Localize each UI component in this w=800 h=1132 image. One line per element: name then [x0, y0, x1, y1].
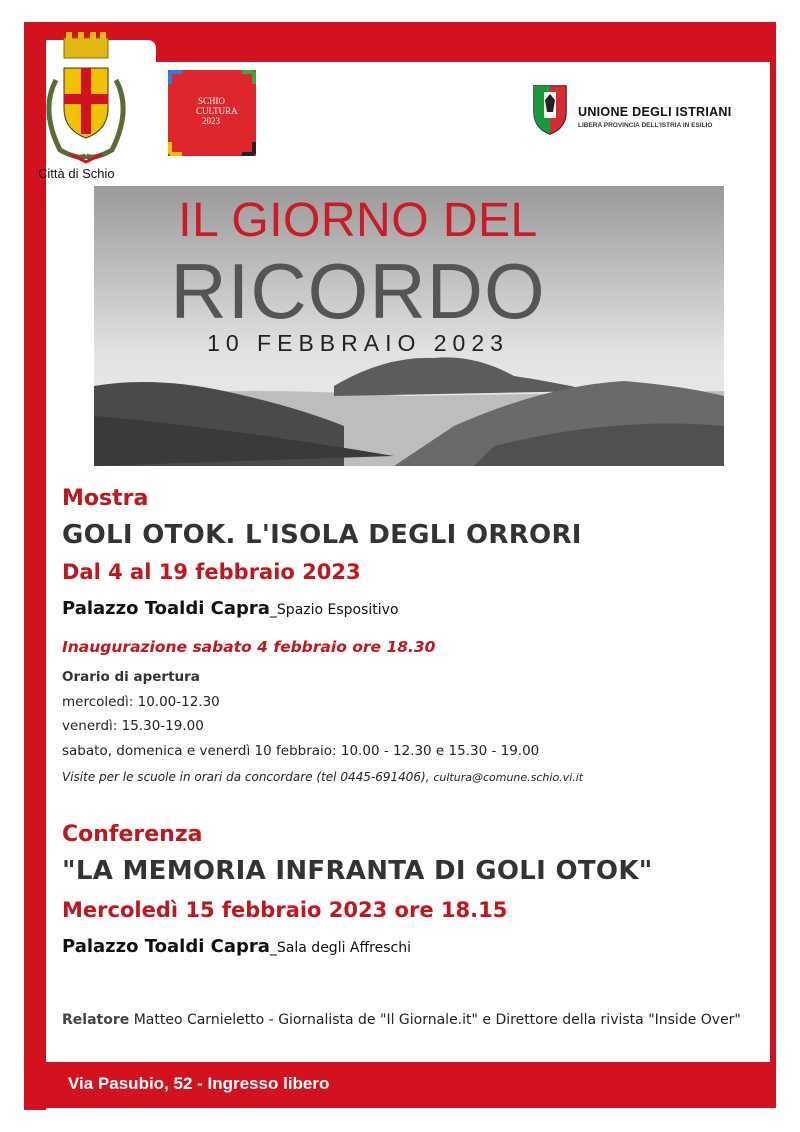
- exhibition-opening: Inaugurazione sabato 4 febbraio ore 18.30: [62, 638, 436, 656]
- exhibition-venue-detail: _Spazio Espositivo: [269, 602, 399, 618]
- banner-title-line2: RICORDO: [170, 247, 546, 335]
- schools-note-text: Visite per le scuole in orari da concordare (tel 0445-691406),: [62, 770, 430, 784]
- hours-line-1: mercoledì: 10.00-12.30: [62, 694, 220, 710]
- istria-shield-icon: [530, 82, 570, 136]
- contact-email[interactable]: cultura@comune.schio.vi.it: [433, 771, 584, 784]
- hours-line-2: venerdì: 15.30-19.00: [62, 718, 204, 734]
- banner-title-line1: IL GIORNO DEL: [178, 194, 538, 247]
- exhibition-title: GOLI OTOK. L'ISOLA DEGLI ORRORI: [62, 520, 582, 550]
- hours-heading: Orario di apertura: [62, 669, 200, 685]
- conference-venue-detail: _Sala degli Affreschi: [269, 940, 411, 956]
- cultura-logo-line2: CULTURA: [196, 106, 238, 116]
- speaker-info: [62, 1010, 762, 1031]
- exhibition-venue: [62, 598, 399, 619]
- speaker-label: Relatore: [62, 1012, 130, 1028]
- exhibition-venue-name: Palazzo Toaldi Capra: [62, 598, 270, 619]
- hours-line-3: sabato, domenica e venerdì 10 febbraio: 10.00 - 12.30 e 15.30 - 19.00: [62, 743, 540, 759]
- schio-cultura-logo: [168, 70, 256, 156]
- conference-title: "LA MEMORIA INFRANTA DI GOLI OTOK": [62, 856, 653, 886]
- association-subtitle: LIBERA PROVINCIA DELL'ISTRIA IN ESILIO: [578, 122, 713, 129]
- cultura-logo-line3: 2023: [202, 116, 220, 126]
- frame-left-bar: [24, 22, 46, 1110]
- banner-date: 10 FEBBRAIO 2023: [207, 330, 509, 356]
- cultura-logo-line1: SCHIO: [198, 96, 226, 106]
- conference-venue: [62, 936, 411, 957]
- speaker-text: Matteo Carnieletto - Giornalista de "Il Giornale.it" e Direttore della rivista "Inside Over": [133, 1012, 741, 1028]
- exhibition-dates: Dal 4 al 19 febbraio 2023: [62, 560, 361, 584]
- city-name: Città di Schio: [38, 166, 115, 181]
- conference-venue-name: Palazzo Toaldi Capra: [62, 936, 270, 957]
- frame-right-bar: [770, 22, 776, 1082]
- association-name: UNIONE DEGLI ISTRIANI: [578, 105, 732, 119]
- conference-label: Conferenza: [62, 822, 203, 847]
- footer-address: Via Pasubio, 52 - Ingresso libero: [68, 1074, 330, 1093]
- exhibition-label: Mostra: [62, 486, 149, 511]
- city-coat-of-arms-icon: [30, 30, 140, 170]
- conference-datetime: Mercoledì 15 febbraio 2023 ore 18.15: [62, 898, 508, 922]
- schools-note: [62, 770, 583, 784]
